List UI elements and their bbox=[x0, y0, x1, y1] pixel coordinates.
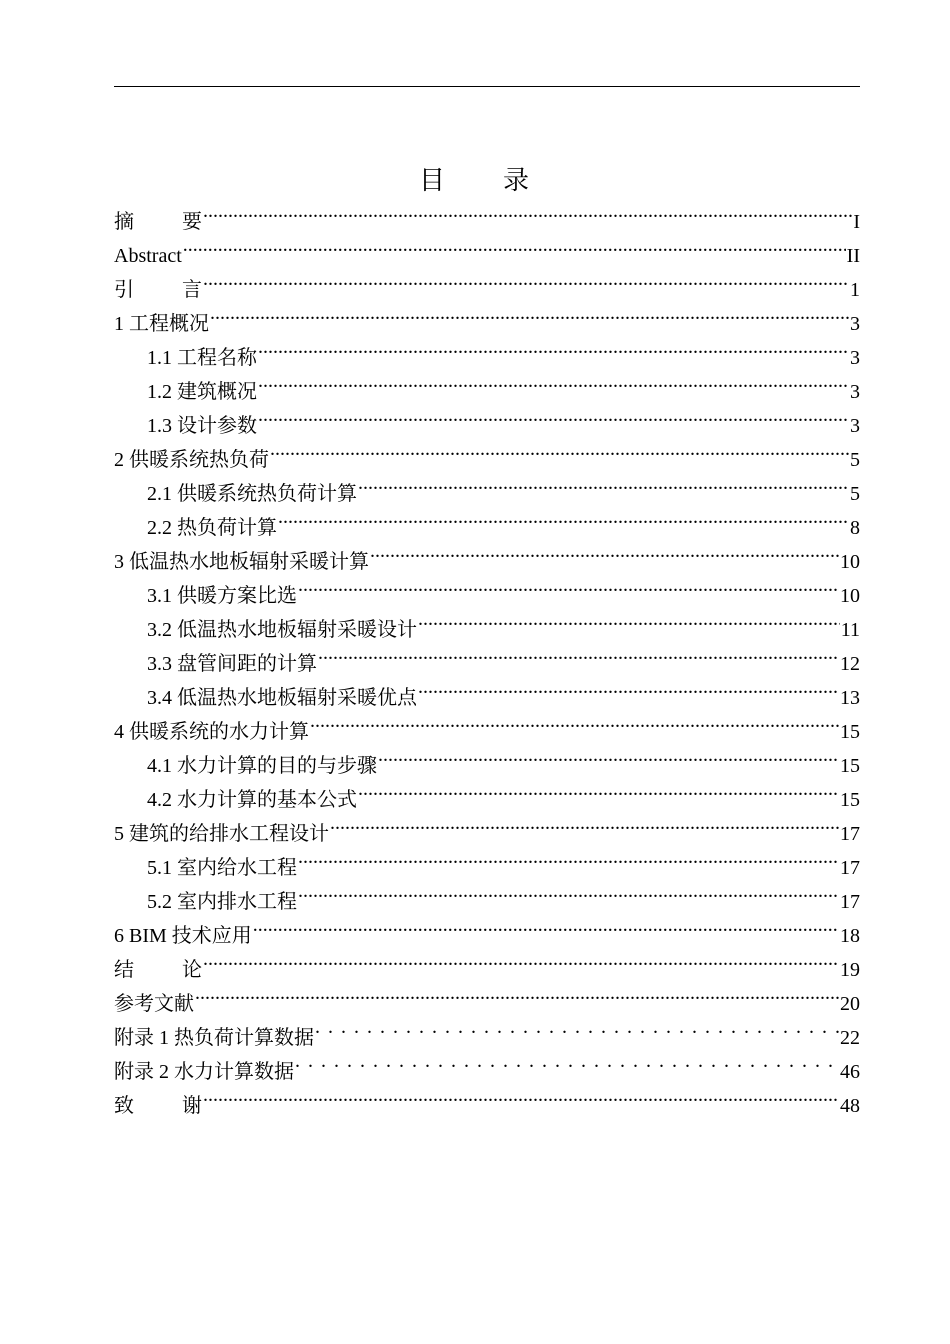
toc-entry-page: 17 bbox=[840, 857, 860, 879]
toc-entry-page: 1 bbox=[850, 279, 860, 301]
dot-leader bbox=[203, 194, 852, 228]
toc-entry-page: II bbox=[846, 245, 860, 267]
toc-entry-label: 3.4 低温热水地板辐射采暖优点 bbox=[147, 687, 417, 709]
toc-entry-page: 13 bbox=[840, 687, 860, 709]
toc-entry-page: 3 bbox=[850, 313, 860, 335]
toc-entry-page: 8 bbox=[850, 517, 860, 539]
toc-title: 目 录 bbox=[418, 166, 531, 196]
dot-leader bbox=[315, 1010, 839, 1044]
toc-entry-page: 5 bbox=[850, 483, 860, 505]
toc-entry-label: 4.1 水力计算的目的与步骤 bbox=[147, 755, 377, 777]
dot-leader bbox=[258, 330, 849, 364]
dot-leader bbox=[318, 636, 839, 670]
dot-leader bbox=[330, 806, 839, 840]
toc-entry[interactable] bbox=[114, 228, 860, 267]
dot-leader bbox=[203, 262, 849, 296]
toc-entry[interactable] bbox=[114, 194, 860, 233]
toc-entry-label: 2.1 供暖系统热负荷计算 bbox=[147, 483, 357, 505]
toc-entry-page: 17 bbox=[840, 891, 860, 913]
toc-entry-page: 48 bbox=[840, 1095, 860, 1117]
dot-leader bbox=[370, 534, 839, 568]
toc-entry-page: 17 bbox=[840, 823, 860, 845]
toc-entry-label: 3.1 供暖方案比选 bbox=[147, 585, 297, 607]
toc-entry-label: 引 言 bbox=[114, 279, 202, 301]
toc-entry-label: 5.1 室内给水工程 bbox=[147, 857, 297, 879]
toc-entry-label: 4.2 水力计算的基本公式 bbox=[147, 789, 357, 811]
table-of-contents bbox=[114, 194, 860, 1117]
dot-leader bbox=[278, 500, 849, 534]
toc-entry-label: 3.3 盘管间距的计算 bbox=[147, 653, 317, 675]
toc-entry-label: 1.2 建筑概况 bbox=[147, 381, 257, 403]
dot-leader bbox=[358, 772, 839, 806]
toc-entry-label: 参考文献 bbox=[114, 993, 194, 1015]
toc-entry-label: 结 论 bbox=[114, 959, 202, 981]
toc-entry-label: 1.1 工程名称 bbox=[147, 347, 257, 369]
dot-leader bbox=[203, 942, 839, 976]
toc-entry-page: 3 bbox=[850, 415, 860, 437]
toc-entry-label: 致 谢 bbox=[114, 1095, 202, 1117]
dot-leader bbox=[378, 738, 839, 772]
dot-leader bbox=[253, 908, 839, 942]
toc-entry-page: 10 bbox=[840, 551, 860, 573]
toc-entry-page: 20 bbox=[840, 993, 860, 1015]
toc-entry-page: 46 bbox=[840, 1061, 860, 1083]
toc-entry-page: 22 bbox=[840, 1027, 860, 1049]
toc-entry-page: 3 bbox=[850, 381, 860, 403]
toc-entry[interactable] bbox=[114, 330, 860, 369]
toc-entry-page: 12 bbox=[840, 653, 860, 675]
dot-leader bbox=[298, 568, 839, 602]
dot-leader bbox=[418, 670, 839, 704]
toc-entry-label: 附录 2 水力计算数据 bbox=[114, 1061, 294, 1083]
toc-entry[interactable] bbox=[114, 262, 860, 301]
toc-entry[interactable] bbox=[114, 296, 860, 335]
toc-entry-label: Abstract bbox=[114, 245, 182, 267]
toc-entry-page: 10 bbox=[840, 585, 860, 607]
toc-entry-page: 15 bbox=[840, 789, 860, 811]
toc-entry[interactable] bbox=[114, 976, 860, 1015]
toc-entry-label: 3.2 低温热水地板辐射采暖设计 bbox=[147, 619, 417, 641]
dot-leader bbox=[298, 874, 839, 908]
header-rule bbox=[114, 86, 860, 87]
dot-leader bbox=[258, 398, 849, 432]
dot-leader bbox=[418, 602, 840, 636]
dot-leader bbox=[210, 296, 849, 330]
toc-entry-page: 15 bbox=[840, 755, 860, 777]
toc-entry[interactable] bbox=[114, 1010, 860, 1049]
toc-entry-page: 11 bbox=[840, 619, 860, 641]
dot-leader bbox=[310, 704, 839, 738]
toc-entry-label: 附录 1 热负荷计算数据 bbox=[114, 1027, 314, 1049]
toc-entry-page: 19 bbox=[840, 959, 860, 981]
toc-entry-label: 摘 要 bbox=[114, 211, 202, 233]
dot-leader bbox=[295, 1044, 839, 1078]
dot-leader bbox=[298, 840, 839, 874]
toc-entry-label: 5.2 室内排水工程 bbox=[147, 891, 297, 913]
dot-leader bbox=[195, 976, 839, 1010]
toc-entry-label: 2.2 热负荷计算 bbox=[147, 517, 277, 539]
toc-entry[interactable] bbox=[114, 942, 860, 981]
toc-entry[interactable] bbox=[114, 1078, 860, 1117]
toc-entry-label: 6 BIM 技术应用 bbox=[114, 925, 252, 947]
toc-entry-label: 3 低温热水地板辐射采暖计算 bbox=[114, 551, 369, 573]
toc-entry-label: 4 供暖系统的水力计算 bbox=[114, 721, 309, 743]
dot-leader bbox=[183, 228, 846, 262]
dot-leader bbox=[358, 466, 849, 500]
toc-entry-page: 18 bbox=[840, 925, 860, 947]
toc-entry-page: I bbox=[853, 211, 860, 233]
toc-entry-label: 1 工程概况 bbox=[114, 313, 209, 335]
dot-leader bbox=[258, 364, 849, 398]
toc-entry-page: 15 bbox=[840, 721, 860, 743]
toc-entry-page: 5 bbox=[850, 449, 860, 471]
toc-entry-label: 5 建筑的给排水工程设计 bbox=[114, 823, 329, 845]
toc-entry-label: 1.3 设计参数 bbox=[147, 415, 257, 437]
toc-entry-label: 2 供暖系统热负荷 bbox=[114, 449, 269, 471]
dot-leader bbox=[203, 1078, 839, 1112]
dot-leader bbox=[270, 432, 849, 466]
toc-entry-page: 3 bbox=[850, 347, 860, 369]
